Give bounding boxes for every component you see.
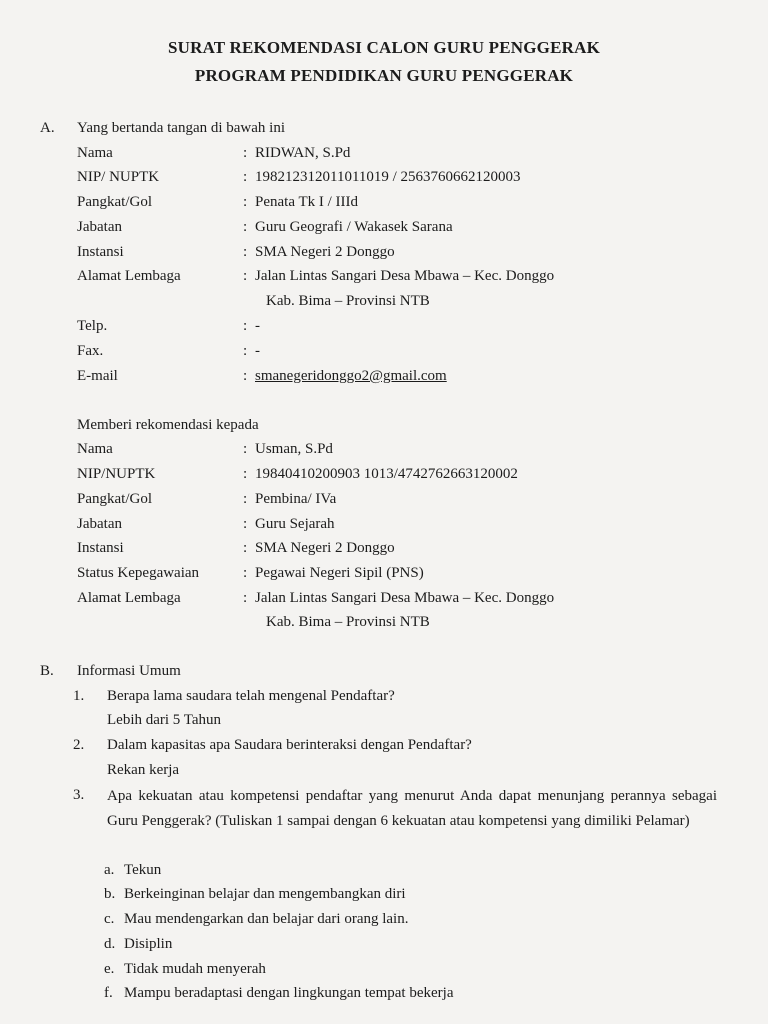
field-label: Alamat Lembaga bbox=[77, 590, 181, 606]
option-text: Tekun bbox=[124, 862, 162, 878]
colon: : bbox=[243, 540, 248, 556]
field-label: Fax. bbox=[77, 343, 104, 359]
field-value: Guru Sejarah bbox=[255, 516, 335, 532]
field-label: Nama bbox=[77, 441, 113, 457]
question-text: Berapa lama saudara telah mengenal Pendaftar? bbox=[107, 688, 395, 704]
field-value: Kab. Bima – Provinsi NTB bbox=[266, 293, 430, 309]
document-title: SURAT REKOMENDASI CALON GURU PENGGERAK bbox=[167, 38, 600, 57]
colon: : bbox=[243, 268, 248, 284]
question-number: 2. bbox=[73, 737, 85, 753]
field-label: Instansi bbox=[77, 244, 124, 260]
option-text: Berkeinginan belajar dan mengembangkan diri bbox=[124, 886, 406, 902]
field-label: E-mail bbox=[77, 368, 118, 384]
question-text-paragraph: Apa kekuatan atau kompetensi pendaftar yang menurut Anda dapat menunjang perannya sebagai Guru Penggerak? (Tuliskan 1 sampai dengan 6 kekuatan atau kompetensi yang dimiliki Pelamar) bbox=[107, 788, 717, 829]
colon: : bbox=[243, 194, 248, 210]
field-value: 19840410200903 1013/4742762663120002 bbox=[255, 466, 518, 482]
field-label: Jabatan bbox=[77, 516, 122, 532]
question-number: 1. bbox=[73, 688, 85, 704]
colon: : bbox=[243, 318, 248, 334]
section-letter: A. bbox=[40, 120, 55, 136]
colon: : bbox=[243, 491, 248, 507]
field-label: Nama bbox=[77, 145, 113, 161]
option-letter: f. bbox=[104, 985, 113, 1001]
email-link[interactable]: smanegeridonggo2@gmail.com bbox=[255, 368, 447, 384]
option-letter: b. bbox=[104, 886, 116, 902]
field-value: Kab. Bima – Provinsi NTB bbox=[266, 614, 430, 630]
field-value: SMA Negeri 2 Donggo bbox=[255, 244, 395, 260]
recommend-heading: Memberi rekomendasi kepada bbox=[77, 417, 259, 433]
field-value: - bbox=[255, 318, 260, 334]
colon: : bbox=[243, 565, 248, 581]
field-value: SMA Negeri 2 Donggo bbox=[255, 540, 395, 556]
question-number: 3. bbox=[73, 787, 85, 803]
option-letter: e. bbox=[104, 961, 115, 977]
answer-text: Rekan kerja bbox=[107, 762, 180, 778]
answer-text: Lebih dari 5 Tahun bbox=[107, 712, 222, 728]
colon: : bbox=[243, 169, 248, 185]
field-value: Penata Tk I / IIId bbox=[255, 194, 359, 210]
colon: : bbox=[243, 343, 248, 359]
option-letter: a. bbox=[104, 862, 115, 878]
field-value: 198212312011011019 / 2563760662120003 bbox=[255, 169, 521, 185]
field-label: Pangkat/Gol bbox=[77, 194, 152, 210]
colon: : bbox=[243, 590, 248, 606]
field-value: - bbox=[255, 343, 260, 359]
field-value: Usman, S.Pd bbox=[255, 441, 333, 457]
option-text: Disiplin bbox=[124, 936, 173, 952]
field-value: Guru Geografi / Wakasek Sarana bbox=[255, 219, 453, 235]
colon: : bbox=[243, 466, 248, 482]
colon: : bbox=[243, 145, 248, 161]
field-label: Telp. bbox=[77, 318, 108, 334]
option-text: Tidak mudah menyerah bbox=[124, 961, 266, 977]
field-value: Pembina/ IVa bbox=[255, 491, 337, 507]
section-heading: Informasi Umum bbox=[77, 663, 181, 679]
field-value: Jalan Lintas Sangari Desa Mbawa – Kec. Donggo bbox=[255, 268, 555, 284]
section-letter: B. bbox=[40, 663, 54, 679]
document-subtitle: PROGRAM PENDIDIKAN GURU PENGGERAK bbox=[194, 66, 574, 85]
section-heading: Yang bertanda tangan di bawah ini bbox=[77, 120, 286, 136]
field-label: Jabatan bbox=[77, 219, 122, 235]
option-text: Mampu beradaptasi dengan lingkungan tempat bekerja bbox=[124, 985, 454, 1001]
colon: : bbox=[243, 368, 248, 384]
option-letter: c. bbox=[104, 911, 115, 927]
field-label: NIP/NUPTK bbox=[77, 466, 156, 482]
colon: : bbox=[243, 219, 248, 235]
field-value: Pegawai Negeri Sipil (PNS) bbox=[255, 565, 424, 581]
field-label: Alamat Lembaga bbox=[77, 268, 181, 284]
option-letter: d. bbox=[104, 936, 116, 952]
colon: : bbox=[243, 516, 248, 532]
field-label: Instansi bbox=[77, 540, 124, 556]
field-label: Pangkat/Gol bbox=[77, 491, 152, 507]
question-text: Dalam kapasitas apa Saudara berinteraksi dengan Pendaftar? bbox=[107, 737, 472, 753]
colon: : bbox=[243, 441, 248, 457]
field-value: Jalan Lintas Sangari Desa Mbawa – Kec. Donggo bbox=[255, 590, 555, 606]
colon: : bbox=[243, 244, 248, 260]
field-label: NIP/ NUPTK bbox=[77, 169, 160, 185]
option-text: Mau mendengarkan dan belajar dari orang lain. bbox=[124, 911, 409, 927]
field-label: Status Kepegawaian bbox=[77, 565, 200, 581]
field-value: RIDWAN, S.Pd bbox=[255, 145, 351, 161]
